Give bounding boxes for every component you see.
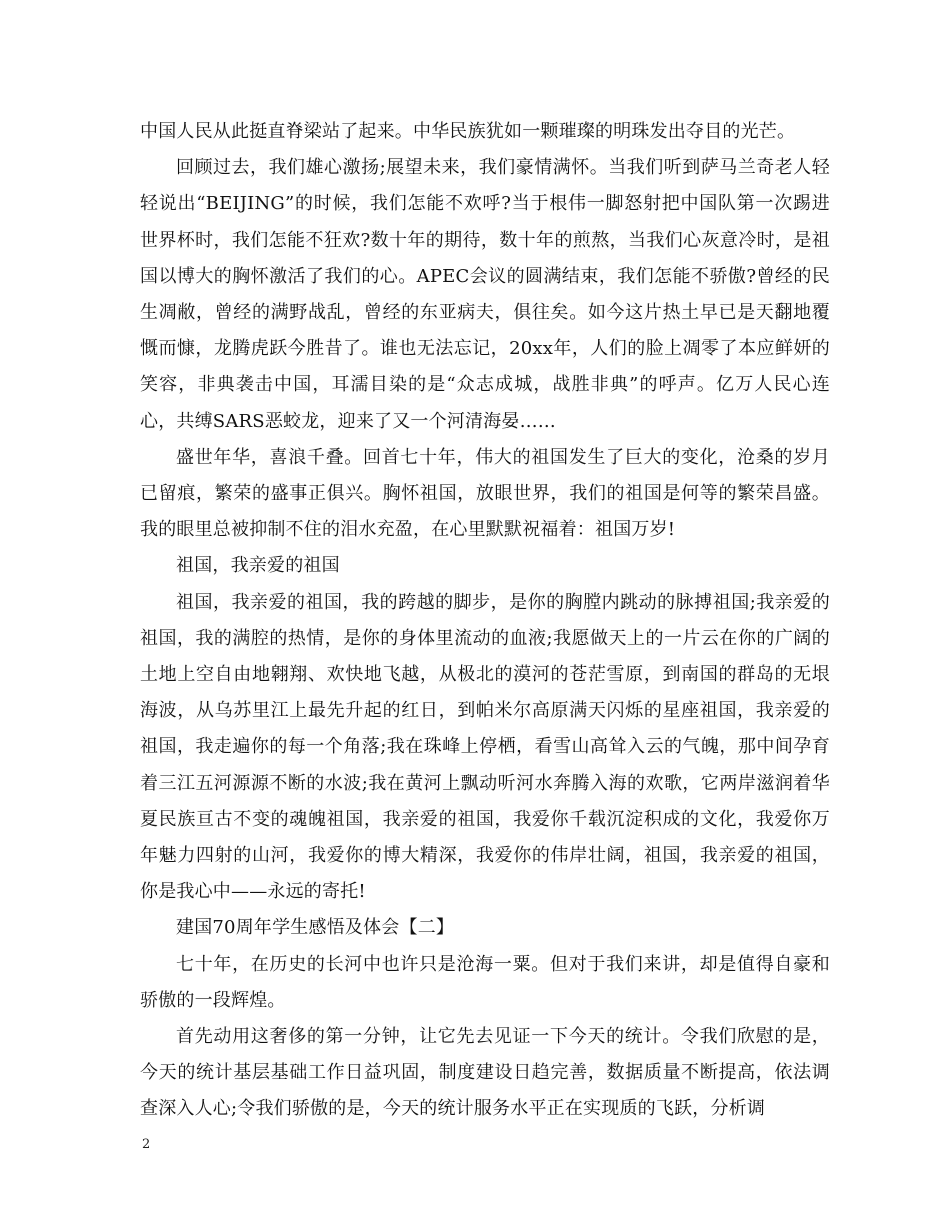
section-heading-motherland: 祖国，我亲爱的祖国 bbox=[176, 555, 340, 577]
paragraph-5: 祖国，我亲爱的祖国，我的跨越的脚步，是你的胸膛内跳动的脉搏祖国;我亲爱的祖国，我的满腔的热情，是你的身体里流动的血液;我愿做天上的一片云在你的广阔的土地上空自由地翱翔、欢快地飞越，从极北的漠河的苍茫雪原，到南国的群岛的无垠海波，从乌苏里江上最先升起的红日，到帕米尔高原满天闪烁的星座祖国，我亲爱的祖国，我走遍你的每一个角落;我在珠峰上停栖，看雪山高耸入云的气魄，那中间孕育着三江五河源源不断的水波;我在黄河上飘动听河水奔腾入海的欢歌，它两岸滋润着华夏民族亘古不变的魂魄祖国，我亲爱的祖国，我爱你千载沉淀积成的文化，我爱你万年魅力四射的山河，我爱你的博大精深，我爱你的伟岸壮阔，祖国，我亲爱的祖国，你是我心中——永远的寄托! bbox=[140, 591, 830, 903]
section-heading-part-two: 建国70周年学生感悟及体会【二】 bbox=[176, 917, 455, 939]
paragraph-8: 首先动用这奢侈的第一分钟，让它先去见证一下今天的统计。令我们欣慰的是，今天的统计基层基础工作日益巩固，制度建设日趋完善，数据质量不断提高，依法调查深入人心;令我们骄傲的是，今天的统计服务水平正在实现质的飞跃，分析调 bbox=[140, 1026, 830, 1120]
document-body bbox=[140, 114, 830, 1128]
paragraph-2: 回顾过去，我们雄心激扬;展望未来，我们豪情满怀。当我们听到萨马兰奇老人轻轻说出“BEIJING”的时候，我们怎能不欢呼?当于根伟一脚怒射把中国队第一次踢进世界杯时，我们怎能不狂欢?数十年的期待，数十年的煎熬，当我们心灰意冷时，是祖国以博大的胸怀激活了我们的心。APEC会议的圆满结束，我们怎能不骄傲?曾经的民生凋敝，曾经的满野战乱，曾经的东亚病夫，俱往矣。如今这片热土早已是天翻地覆慨而慷，龙腾虎跃今胜昔了。谁也无法忘记，20xx年，人们的脸上凋零了本应鲜妍的笑容，非典袭击中国，耳濡目染的是“众志成城，战胜非典”的呼声。亿万人民心连心，共缚SARS恶蛟龙，迎来了又一个河清海晏…… bbox=[140, 157, 830, 432]
paragraph-7: 七十年，在历史的长河中也许只是沧海一粟。但对于我们来讲，却是值得自豪和骄傲的一段辉煌。 bbox=[140, 953, 830, 1011]
page-number: 2 bbox=[142, 1137, 151, 1152]
paragraph-3: 盛世年华，喜浪千叠。回首七十年，伟大的祖国发生了巨大的变化，沧桑的岁月已留痕，繁荣的盛事正俱兴。胸怀祖国，放眼世界，我们的祖国是何等的繁荣昌盛。我的眼里总被抑制不住的泪水充盈，在心里默默祝福着：祖国万岁! bbox=[140, 446, 830, 541]
paragraph-1: 中国人民从此挺直脊梁站了起来。中华民族犹如一颗璀璨的明珠发出夺目的光芒。 bbox=[140, 121, 796, 142]
